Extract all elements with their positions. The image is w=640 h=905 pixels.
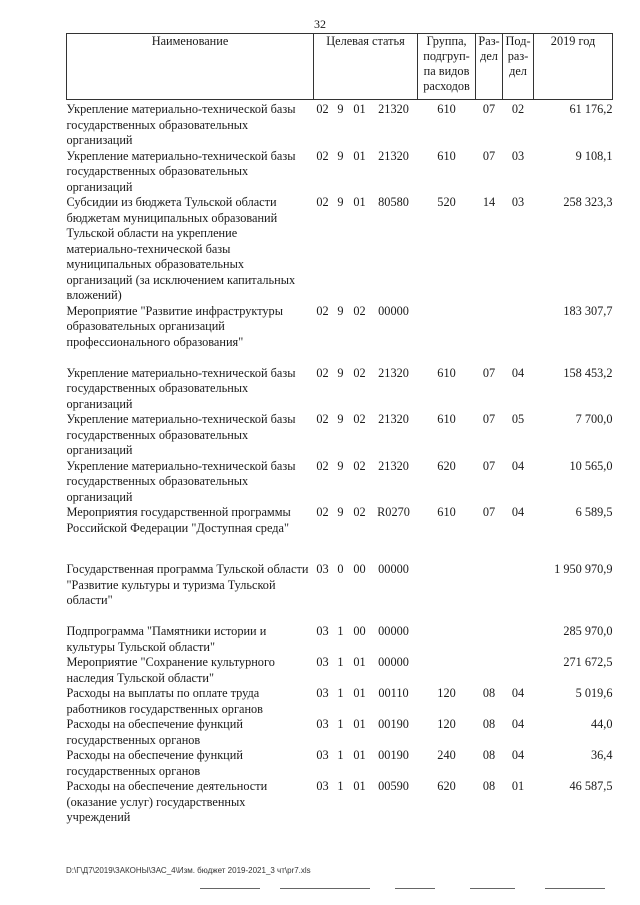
event-code-cell: 01 — [353, 148, 366, 163]
program-code-cell: 03 — [316, 655, 329, 669]
event-code-cell: 00 — [353, 562, 366, 576]
direction-code-cell: 21320 — [378, 102, 409, 116]
direction-code-cell: 00000 — [378, 303, 409, 318]
section-cell: 14 — [482, 195, 496, 209]
footer-rule — [280, 888, 370, 889]
event-code-cell: 02 — [353, 365, 366, 380]
subprogram-code-cell: 9 — [337, 505, 344, 519]
subprogram-code-cell: 9 — [337, 412, 344, 426]
expense-group-cell — [418, 655, 476, 686]
amount-cell: 61 176,2 — [569, 102, 613, 116]
amount-cell: 1 950 970,9 — [554, 562, 613, 576]
footer-rule — [200, 888, 260, 889]
amount-cell: 271 672,5 — [563, 655, 613, 669]
table-row — [67, 100, 613, 149]
direction-code-cell: 21320 — [378, 148, 409, 163]
header-expense-group: Группа, подгруп-па видов расходов — [418, 34, 476, 100]
program-code-cell: 02 — [316, 412, 329, 426]
direction-code-cell: 00190 — [378, 748, 409, 762]
header-section: Раз-дел — [476, 34, 503, 100]
row-name-cell: Укрепление материально-технической базы государственных образовательных организаций — [66, 365, 296, 411]
expense-group-cell: 610 — [437, 412, 456, 426]
event-code-cell: 02 — [353, 412, 366, 426]
row-name-cell: Мероприятие "Сохранение культурного наследия Тульской области" — [66, 655, 275, 685]
subprogram-code-cell: 9 — [337, 102, 344, 116]
expense-group-cell: 240 — [437, 748, 456, 762]
row-name-cell: Расходы на обеспечение функций государственных органов — [66, 748, 243, 778]
row-name-cell: Укрепление материально-технической базы государственных образовательных организаций — [66, 458, 296, 504]
direction-code-cell: 21320 — [378, 458, 409, 473]
section-cell: 07 — [482, 102, 496, 116]
header-subsection: Под-раз-дел — [503, 34, 534, 100]
subsection-cell — [503, 655, 534, 686]
expense-group-cell — [418, 562, 476, 624]
section-cell: 07 — [482, 148, 496, 163]
program-code-cell: 03 — [316, 717, 329, 731]
subsection-cell: 04 — [511, 686, 525, 700]
table-row — [67, 717, 613, 748]
section-cell: 08 — [482, 717, 496, 731]
direction-code-cell: 00000 — [378, 655, 409, 669]
program-code-cell: 03 — [316, 779, 329, 793]
direction-code-cell: 00110 — [378, 686, 409, 700]
expense-group-cell: 610 — [437, 505, 456, 519]
row-name-cell: Укрепление материально-технической базы государственных образовательных организаций — [66, 412, 296, 457]
budget-table — [66, 33, 613, 826]
expense-group-cell: 120 — [437, 686, 456, 700]
subsection-cell — [503, 304, 534, 366]
event-code-cell: 02 — [353, 505, 366, 519]
table-row — [67, 195, 613, 304]
program-code-cell: 02 — [316, 458, 329, 473]
table-row — [67, 412, 613, 459]
amount-cell: 44,0 — [591, 717, 613, 731]
section-cell — [476, 562, 503, 624]
event-code-cell: 01 — [353, 195, 366, 209]
table-row — [67, 562, 613, 624]
amount-cell: 158 453,2 — [563, 365, 613, 380]
subsection-cell: 04 — [511, 365, 525, 380]
direction-code-cell: 00590 — [378, 779, 409, 793]
amount-cell: 6 589,5 — [575, 505, 613, 519]
section-cell — [476, 304, 503, 366]
subsection-cell: 02 — [511, 102, 525, 116]
header-target-article: Целевая статья — [314, 34, 418, 100]
direction-code-cell: 00000 — [378, 562, 409, 576]
section-cell: 07 — [482, 505, 496, 519]
row-name-cell: Мероприятия государственной программы Российской Федерации "Доступная среда" — [66, 505, 291, 535]
table-row — [67, 505, 613, 536]
subprogram-code-cell: 9 — [337, 303, 344, 318]
event-code-cell: 02 — [353, 303, 366, 318]
expense-group-cell — [418, 624, 476, 655]
event-code-cell: 01 — [353, 655, 366, 669]
direction-code-cell: 00190 — [378, 717, 409, 731]
subsection-cell: 05 — [511, 412, 525, 426]
footer-rule — [545, 888, 605, 889]
row-name-cell: Расходы на выплаты по оплате труда работников государственных органов — [66, 686, 263, 716]
table-row — [67, 459, 613, 506]
expense-group-cell: 620 — [437, 779, 456, 793]
row-name-cell: Субсидии из бюджета Тульской области бюджетам муниципальных образований Тульской области на укрепление материально-технической базы муниципальных образовательных организаций (за исключением капитальных вложений) — [66, 195, 296, 302]
subprogram-code-cell: 1 — [337, 748, 344, 762]
expense-group-cell: 610 — [437, 365, 456, 380]
header-name: Наименование — [67, 34, 314, 100]
event-code-cell: 01 — [353, 779, 366, 793]
file-path-footer: D:\Г\Д7\2019\ЗАКОНЫ\ЗАС_4\Изм. бюджет 2019-2021_3 чт\pr7.xls — [66, 866, 311, 875]
program-code-cell: 02 — [316, 148, 329, 163]
program-code-cell: 03 — [316, 686, 329, 700]
subprogram-code-cell: 1 — [337, 717, 344, 731]
footer-rule — [395, 888, 435, 889]
subsection-cell: 01 — [511, 779, 525, 793]
subprogram-code-cell: 9 — [337, 148, 344, 163]
subsection-cell: 04 — [511, 748, 525, 762]
subsection-cell: 04 — [511, 505, 525, 519]
program-code-cell: 03 — [316, 748, 329, 762]
subprogram-code-cell: 9 — [337, 458, 344, 473]
subsection-cell — [503, 624, 534, 655]
amount-cell: 7 700,0 — [575, 412, 613, 426]
program-code-cell: 02 — [316, 303, 329, 318]
subsection-cell: 04 — [511, 458, 525, 473]
event-code-cell: 01 — [353, 686, 366, 700]
event-code-cell: 01 — [353, 102, 366, 116]
table-header — [67, 34, 613, 100]
table-row — [67, 149, 613, 196]
table-row — [67, 655, 613, 686]
amount-cell: 258 323,3 — [563, 195, 613, 209]
row-name-cell: Укрепление материально-технической базы государственных образовательных организаций — [66, 102, 296, 147]
amount-cell: 9 108,1 — [575, 148, 613, 163]
amount-cell: 36,4 — [591, 748, 613, 762]
direction-code-cell: 21320 — [378, 412, 409, 426]
subprogram-code-cell: 1 — [337, 624, 344, 638]
subsection-cell: 03 — [511, 195, 525, 209]
spacer-row — [67, 536, 613, 562]
expense-group-cell: 610 — [437, 102, 456, 116]
program-code-cell: 03 — [316, 624, 329, 638]
subprogram-code-cell: 1 — [337, 686, 344, 700]
section-cell: 08 — [482, 779, 496, 793]
section-cell — [476, 624, 503, 655]
expense-group-cell: 610 — [437, 148, 456, 163]
table-row — [67, 304, 613, 366]
direction-code-cell: 21320 — [378, 365, 409, 380]
direction-code-cell: 80580 — [378, 195, 409, 209]
footer-rule — [470, 888, 515, 889]
spacer-cell — [67, 536, 613, 562]
expense-group-cell: 120 — [437, 717, 456, 731]
section-cell — [476, 655, 503, 686]
section-cell: 08 — [482, 748, 496, 762]
table-row — [67, 686, 613, 717]
subsection-cell: 04 — [511, 717, 525, 731]
section-cell: 07 — [482, 412, 496, 426]
direction-code-cell: 00000 — [378, 624, 409, 638]
subprogram-code-cell: 0 — [337, 562, 344, 576]
section-cell: 07 — [482, 458, 496, 473]
row-name-cell: Укрепление материально-технической базы государственных образовательных организаций — [66, 148, 296, 194]
amount-cell: 10 565,0 — [569, 458, 613, 473]
event-code-cell: 01 — [353, 748, 366, 762]
table-row — [67, 624, 613, 655]
expense-group-cell — [418, 304, 476, 366]
amount-cell: 183 307,7 — [563, 303, 613, 318]
table-row — [67, 779, 613, 826]
subprogram-code-cell: 1 — [337, 779, 344, 793]
subsection-cell — [503, 562, 534, 624]
section-cell: 08 — [482, 686, 496, 700]
program-code-cell: 03 — [316, 562, 329, 576]
subprogram-code-cell: 9 — [337, 195, 344, 209]
section-cell: 07 — [482, 365, 496, 380]
amount-cell: 285 970,0 — [563, 624, 613, 638]
program-code-cell: 02 — [316, 505, 329, 519]
subsection-cell: 03 — [511, 148, 525, 163]
direction-code-cell: R0270 — [377, 505, 410, 519]
row-name-cell: Государственная программа Тульской области "Развитие культуры и туризма Тульской области" — [66, 562, 309, 607]
amount-cell: 5 019,6 — [575, 686, 613, 700]
subprogram-code-cell: 1 — [337, 655, 344, 669]
header-year: 2019 год — [534, 34, 613, 100]
row-name-cell: Мероприятие "Развитие инфраструктуры образовательных организаций профессионального образования" — [66, 303, 283, 349]
page-number: 32 — [314, 17, 326, 31]
subprogram-code-cell: 9 — [337, 365, 344, 380]
event-code-cell: 00 — [353, 624, 366, 638]
row-name-cell: Расходы на обеспечение деятельности (оказание услуг) государственных учреждений — [66, 779, 268, 824]
table-row — [67, 366, 613, 413]
program-code-cell: 02 — [316, 365, 329, 380]
program-code-cell: 02 — [316, 102, 329, 116]
row-name-cell: Подпрограмма "Памятники истории и культуры Тульской области" — [66, 624, 267, 654]
program-code-cell: 02 — [316, 195, 329, 209]
event-code-cell: 02 — [353, 458, 366, 473]
table-body — [67, 100, 613, 826]
expense-group-cell: 620 — [437, 458, 456, 473]
amount-cell: 46 587,5 — [569, 779, 613, 793]
expense-group-cell: 520 — [437, 195, 456, 209]
event-code-cell: 01 — [353, 717, 366, 731]
row-name-cell: Расходы на обеспечение функций государственных органов — [66, 717, 243, 747]
table-row — [67, 748, 613, 779]
